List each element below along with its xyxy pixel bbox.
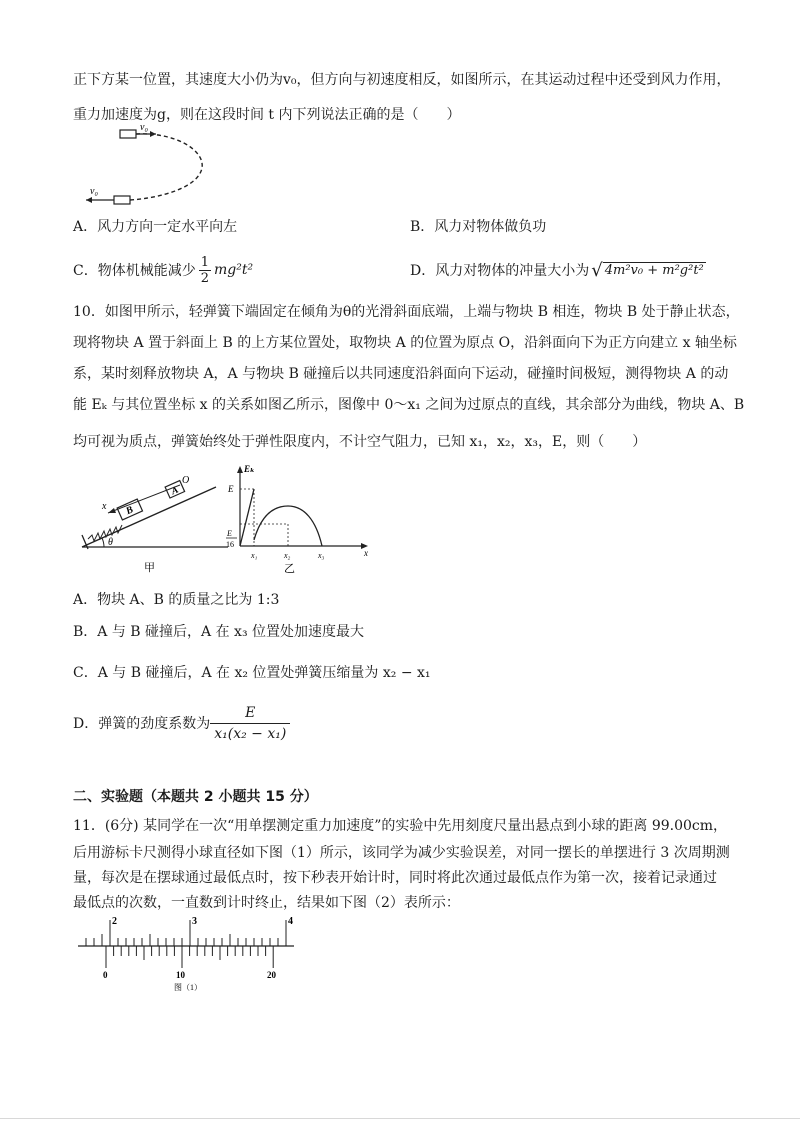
q10-text-line5: 均可视为质点，弹簧始终处于弹性限度内，不计空气阻力，已知 x₁，x₂，x₃，E，则（ ） — [73, 434, 647, 450]
spring-icon — [88, 525, 122, 541]
q9-option-c-expr: mg²t² — [214, 262, 254, 278]
e16-denominator: 16 — [226, 540, 234, 549]
section-heading-experiments: 二、实验题（本题共 2 小题共 15 分） — [73, 789, 318, 805]
q10-option-b: B．A 与 B 碰撞后，A 在 x₃ 位置处加速度最大 — [73, 624, 365, 640]
q9-trajectory-figure — [80, 120, 220, 210]
q10-text-line2: 现将物块 A 置于斜面上 B 的上方某位置处，取物块 A 的位置为原点 O，沿斜面向下为正方向建立 x 轴坐标 — [73, 335, 737, 351]
ek-axis-label: Eₖ — [244, 464, 255, 474]
figure-1-caption: 图（1） — [174, 983, 202, 992]
q10-option-d — [73, 700, 286, 746]
q9-text-line2: 重力加速度为g，则在这段时间 t 内下列说法正确的是（ ） — [73, 107, 461, 123]
main-scale-label-4: 4 — [288, 916, 293, 927]
q9-option-a: A．风力方向一定水平向左 — [73, 219, 238, 235]
e-tick-label: E — [228, 484, 234, 494]
q11-text-line1: 11．(6分) 某同学在一次“用单摆测定重力加速度”的实验中先用刻度尺量出悬点到小球的距离 99.00cm， — [73, 818, 728, 834]
block-b-label: B — [124, 504, 135, 518]
q10-text-line3: 系，某时刻释放物块 A，A 与物块 B 碰撞后以共同速度沿斜面向下运动，碰撞时间极短，测得物块 A 的动 — [73, 366, 729, 382]
q9-option-c-text: C．物体机械能减少 — [73, 263, 196, 279]
x1-tick-label: x₁ — [251, 551, 258, 560]
q9-dashed-path — [130, 134, 202, 200]
q10-text-line1: 10．如图甲所示，轻弹簧下端固定在倾角为θ的光滑斜面底端，上端与物块 B 相连，物块 B 处于静止状态， — [73, 304, 740, 320]
fraction-numerator: 1 — [200, 254, 209, 270]
q10-option-a: A．物块 A、B 的质量之比为 1:3 — [73, 592, 280, 608]
q10-option-d-text: D．弹簧的劲度系数为 — [73, 716, 211, 732]
figure-jia-caption: 甲 — [144, 562, 155, 574]
q9-option-d-text: D．风力对物体的冲量大小为 — [410, 263, 590, 279]
vernier-caliper-figure — [74, 912, 304, 992]
q9-bottom-object — [114, 196, 130, 204]
q10-option-c: C．A 与 B 碰撞后，A 在 x₂ 位置处弹簧压缩量为 x₂ − x₁ — [73, 665, 431, 681]
vernier-label-0: 0 — [103, 970, 108, 980]
q11-text-line3: 量，每次是在摆球通过最低点时，按下秒表开始计时，同时将此次通过最低点作为第一次，接着记录通过 — [73, 870, 717, 886]
figure-yi-caption: 乙 — [284, 563, 295, 575]
e16-numerator: E — [227, 529, 232, 538]
q11-text-line2: 后用游标卡尺测得小球直径如下图（1）所示，该同学为减少实验误差，对同一摆长的单摆进行 3 次周期测 — [73, 845, 730, 861]
q10-figure-jia — [78, 465, 228, 575]
q9-option-d-expr: 4m²v₀ + m²g²t² — [604, 263, 704, 278]
main-scale-label-3: 3 — [192, 916, 197, 927]
vernier-label-10: 10 — [176, 970, 185, 980]
block-a-label: A — [169, 484, 181, 498]
q9-option-d — [410, 255, 706, 285]
fraction-denominator: 2 — [200, 270, 209, 286]
main-scale-label-2: 2 — [112, 916, 117, 927]
q9-v0-bottom-label: v₀ — [90, 186, 98, 197]
q9-option-b: B．风力对物体做负功 — [410, 219, 547, 235]
x-axis-label: x — [364, 548, 368, 558]
q10-figure-yi — [224, 462, 374, 577]
fraction-numerator: E — [210, 703, 290, 724]
vernier-scale-ticks — [106, 946, 273, 968]
vernier-label-20: 20 — [267, 970, 276, 980]
q11-text-line4: 最低点的次数，一直数到计时终止，结果如下图（2）表所示： — [73, 895, 460, 911]
x3-tick-label: x₃ — [318, 551, 325, 560]
q9-top-object — [120, 130, 136, 138]
ek-straight-segment — [240, 489, 254, 546]
q9-option-c-fraction — [199, 255, 211, 286]
page-bottom-rule — [0, 1118, 800, 1119]
q9-option-c — [73, 250, 253, 290]
theta-label: θ — [108, 537, 113, 548]
fraction-denominator: x₁(x₂ − x₁) — [214, 725, 287, 742]
q9-v0-top-label: v₀ — [140, 122, 148, 133]
q9-text-line1: 正下方某一位置，其速度大小仍为v₀，但方向与初速度相反，如图所示，在其运动过程中还受到风力作用， — [73, 72, 731, 88]
sqrt-radical-icon: √ — [591, 259, 603, 281]
q10-text-line4: 能 Eₖ 与其位置坐标 x 的关系如图乙所示，图像中 0～x₁ 之间为过原点的直线，其余部分为曲线，物块 A、B — [73, 397, 745, 413]
origin-o-label: O — [182, 475, 190, 486]
x2-tick-label: x₂ — [284, 551, 291, 560]
x-axis-label: x — [102, 501, 107, 512]
q10-option-d-fraction — [214, 703, 286, 744]
